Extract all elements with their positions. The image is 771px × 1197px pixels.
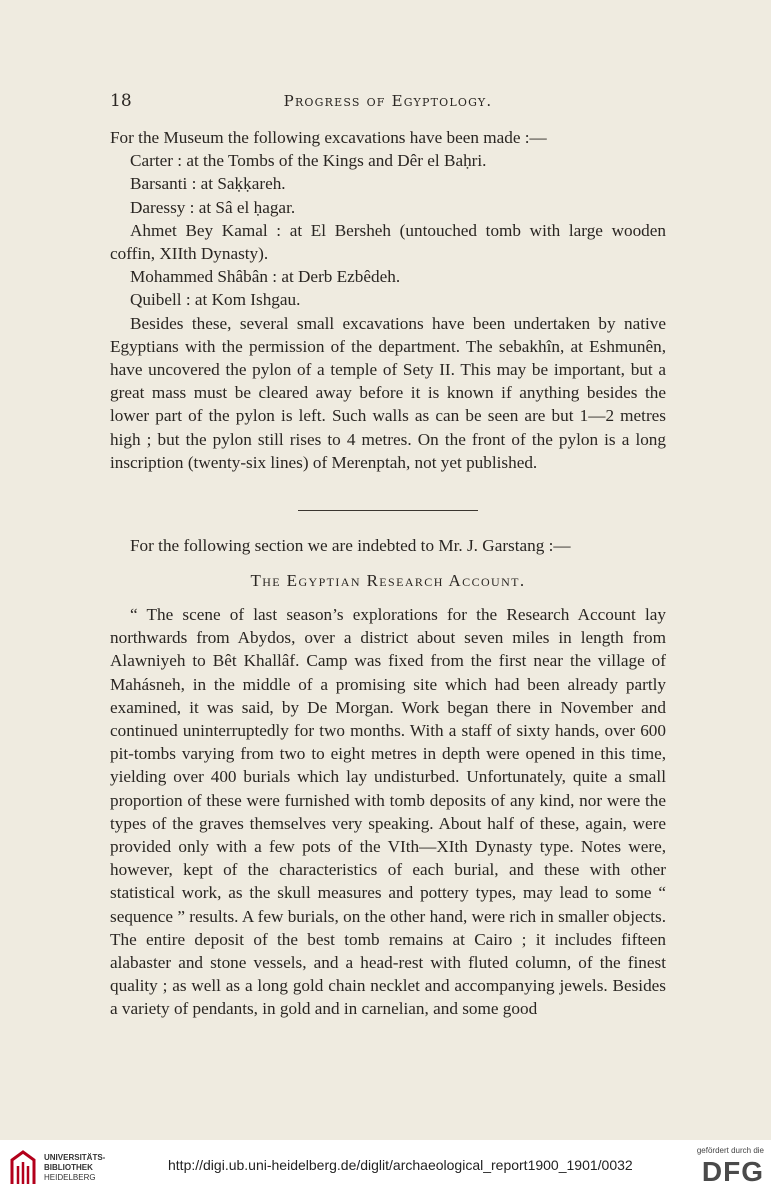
page-header: [110, 91, 666, 115]
digitization-footer: [0, 1140, 771, 1197]
paragraph: Daressy : at Sâ el ḥagar.: [130, 197, 296, 217]
museum-excavations-block: [110, 126, 666, 474]
dfg-logo[interactable]: [688, 1146, 764, 1192]
page-number: 18: [110, 91, 132, 111]
permalink-url[interactable]: http://digi.ub.uni-heidelberg.de/diglit/archaeological_report1900_1901/0032: [168, 1157, 633, 1173]
section-heading: The Egyptian Research Account.: [250, 571, 526, 590]
acknowledgement-line: For the following section we are indebted to Mr. J. Garstang :—: [130, 536, 571, 555]
paragraph: Besides these, several small excavations have been undertaken by native Egyptians with the permission of the department. The sebakhîn, at Eshmunên, have uncovered the pylon of a temple of Sety II. This may be important, but a great mass must be cleared away before it is known if anything besides the lower part of the pylon is left. Such walls as can be seen are but 1—2 metres high ; but the pylon still rises to 4 metres. On the front of the pylon is a long inscription (twenty-six lines) of Merenptah, not yet published.: [110, 313, 666, 472]
section-divider: [298, 510, 478, 511]
funded-by-label: gefördert durch die: [696, 1146, 764, 1155]
paragraph: For the Museum the following excavations have been made :—: [110, 128, 547, 147]
paragraph: Quibell : at Kom Ishgau.: [130, 290, 301, 310]
paragraph: Ahmet Bey Kamal : at El Bersheh (untouched tomb with large wooden coffin, XIIth Dynasty).: [110, 220, 666, 264]
paragraph: Mohammed Shâbân : at Derb Ezbêdeh.: [130, 267, 401, 287]
research-account-block: [110, 603, 666, 1021]
heidelberg-library-icon: [8, 1150, 38, 1186]
library-logo[interactable]: [8, 1148, 158, 1188]
paragraph: Carter : at the Tombs of the Kings and Dêr el Baḥri.: [130, 151, 487, 171]
paragraph: Barsanti : at Saḳḳareh.: [130, 174, 286, 194]
library-name: UNIVERSITÄTS- BIBLIOTHEK HEIDELBERG: [44, 1153, 106, 1182]
dfg-wordmark: DFG: [701, 1156, 764, 1187]
running-title: Progress of Egyptology.: [283, 92, 493, 110]
paragraph: “ The scene of last season’s explorations for the Research Account lay northwards from Abydos, over a district about seven miles in length from Alawniyeh to Bêt Khallâf. Camp was fixed from the first near the village of Mahásneh, in the middle of a promising site which had been already partly examined, it was said, by De Morgan. Work began there in November and continued uninterruptedly for two months. With a staff of sixty hands, over 600 pit-tombs varying from two to eight metres in depth were opened in this time, yielding over 400 burials which lay undisturbed. Unfortunately, quite a small proportion of these were furnished with tomb deposits of any kind, nor were the types of the graves themselves very speaking. About half of these, again, were provided only with a few pots of the VIth—XIth Dynasty type. Notes were, however, kept of the characteristics of each burial, and these with other statistical work, as the skull measures and pottery types, may lead to some “ sequence ” results. A few burials, on the other hand, were rich in smaller objects. The entire deposit of the best tomb remains at Cairo ; it includes fifteen alabaster and stone vessels, and a head-rest with fluted column, of the finest quality ; as well as a long gold chain necklet and accompanying jewels. Besides a variety of pendants, in gold and in carnelian, and some good: [110, 605, 666, 1019]
